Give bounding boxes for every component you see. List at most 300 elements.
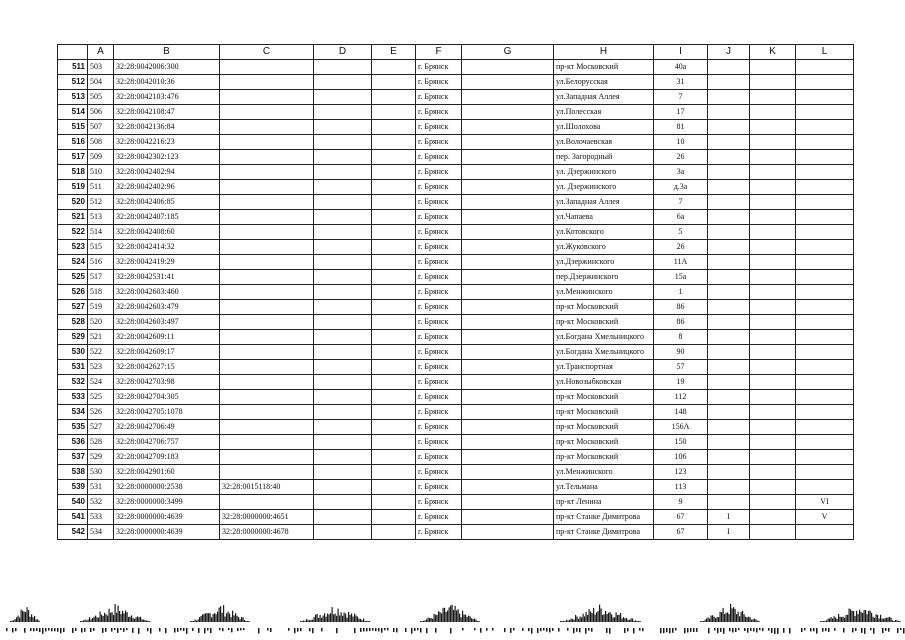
table-cell[interactable] bbox=[750, 270, 796, 285]
table-cell[interactable]: г. Брянск bbox=[416, 270, 462, 285]
table-cell[interactable] bbox=[708, 405, 750, 420]
table-cell[interactable] bbox=[462, 135, 554, 150]
row-number[interactable]: 528 bbox=[58, 315, 88, 330]
table-cell[interactable] bbox=[462, 435, 554, 450]
table-cell[interactable] bbox=[220, 360, 314, 375]
table-cell[interactable]: 32:28:0042136:84 bbox=[114, 120, 220, 135]
table-cell[interactable] bbox=[372, 390, 416, 405]
table-cell[interactable]: г. Брянск bbox=[416, 75, 462, 90]
table-cell[interactable]: г. Брянск bbox=[416, 285, 462, 300]
table-cell[interactable] bbox=[372, 300, 416, 315]
table-cell[interactable]: 5 bbox=[654, 225, 708, 240]
row-number[interactable]: 514 bbox=[58, 105, 88, 120]
table-cell[interactable] bbox=[750, 60, 796, 75]
table-cell[interactable]: 32:28:0000000:4651 bbox=[220, 510, 314, 525]
table-cell[interactable]: 86 bbox=[654, 300, 708, 315]
table-cell[interactable] bbox=[220, 330, 314, 345]
table-cell[interactable]: 527 bbox=[88, 420, 114, 435]
table-cell[interactable]: ул.Полесская bbox=[554, 105, 654, 120]
table-cell[interactable] bbox=[314, 345, 372, 360]
table-cell[interactable] bbox=[220, 435, 314, 450]
table-cell[interactable] bbox=[708, 165, 750, 180]
table-cell[interactable]: 9 bbox=[654, 495, 708, 510]
table-cell[interactable]: 67 bbox=[654, 525, 708, 540]
table-cell[interactable] bbox=[220, 270, 314, 285]
table-cell[interactable]: 32:28:0042709:183 bbox=[114, 450, 220, 465]
table-cell[interactable]: 530 bbox=[88, 465, 114, 480]
table-cell[interactable] bbox=[708, 465, 750, 480]
table-cell[interactable] bbox=[796, 195, 854, 210]
table-cell[interactable] bbox=[314, 375, 372, 390]
table-cell[interactable] bbox=[372, 495, 416, 510]
table-cell[interactable]: 106 bbox=[654, 450, 708, 465]
table-cell[interactable]: г. Брянск bbox=[416, 105, 462, 120]
table-cell[interactable] bbox=[314, 330, 372, 345]
table-cell[interactable] bbox=[314, 465, 372, 480]
row-number[interactable]: 515 bbox=[58, 120, 88, 135]
table-cell[interactable]: 520 bbox=[88, 315, 114, 330]
table-cell[interactable]: г. Брянск bbox=[416, 525, 462, 540]
table-cell[interactable]: 8 bbox=[654, 330, 708, 345]
table-cell[interactable]: 148 bbox=[654, 405, 708, 420]
table-cell[interactable] bbox=[462, 120, 554, 135]
table-cell[interactable] bbox=[750, 90, 796, 105]
table-cell[interactable]: г. Брянск bbox=[416, 210, 462, 225]
table-cell[interactable] bbox=[314, 435, 372, 450]
table-cell[interactable] bbox=[796, 435, 854, 450]
table-cell[interactable] bbox=[462, 180, 554, 195]
table-cell[interactable]: 533 bbox=[88, 510, 114, 525]
table-cell[interactable] bbox=[462, 240, 554, 255]
table-cell[interactable] bbox=[314, 255, 372, 270]
table-cell[interactable] bbox=[708, 270, 750, 285]
table-cell[interactable] bbox=[708, 60, 750, 75]
row-number[interactable]: 537 bbox=[58, 450, 88, 465]
table-cell[interactable]: пр-кт Московский bbox=[554, 420, 654, 435]
table-cell[interactable]: 508 bbox=[88, 135, 114, 150]
table-cell[interactable]: 32:28:0042603:497 bbox=[114, 315, 220, 330]
table-cell[interactable]: 113 bbox=[654, 480, 708, 495]
table-cell[interactable] bbox=[796, 300, 854, 315]
table-cell[interactable]: 31 bbox=[654, 75, 708, 90]
table-cell[interactable]: 32:28:0000000:4639 bbox=[114, 510, 220, 525]
table-cell[interactable]: 532 bbox=[88, 495, 114, 510]
table-cell[interactable] bbox=[708, 285, 750, 300]
row-number[interactable]: 519 bbox=[58, 180, 88, 195]
table-cell[interactable]: ул.Тельмана bbox=[554, 480, 654, 495]
table-cell[interactable]: 81 bbox=[654, 120, 708, 135]
table-cell[interactable] bbox=[220, 105, 314, 120]
column-header[interactable]: L bbox=[796, 45, 854, 60]
table-cell[interactable]: пер. Загородный bbox=[554, 150, 654, 165]
table-cell[interactable] bbox=[796, 375, 854, 390]
table-cell[interactable]: 509 bbox=[88, 150, 114, 165]
table-cell[interactable]: г. Брянск bbox=[416, 345, 462, 360]
table-cell[interactable]: 32:28:0042414:32 bbox=[114, 240, 220, 255]
table-cell[interactable] bbox=[708, 120, 750, 135]
table-cell[interactable]: г. Брянск bbox=[416, 435, 462, 450]
table-cell[interactable] bbox=[462, 255, 554, 270]
table-cell[interactable] bbox=[750, 135, 796, 150]
table-cell[interactable]: 517 bbox=[88, 270, 114, 285]
column-header[interactable]: B bbox=[114, 45, 220, 60]
table-cell[interactable] bbox=[314, 525, 372, 540]
table-cell[interactable] bbox=[750, 105, 796, 120]
table-cell[interactable] bbox=[314, 300, 372, 315]
table-cell[interactable] bbox=[462, 405, 554, 420]
table-cell[interactable] bbox=[750, 405, 796, 420]
table-cell[interactable]: ул.Новозыбковская bbox=[554, 375, 654, 390]
table-cell[interactable] bbox=[220, 255, 314, 270]
table-cell[interactable]: г. Брянск bbox=[416, 465, 462, 480]
row-number[interactable]: 536 bbox=[58, 435, 88, 450]
table-cell[interactable]: 26 bbox=[654, 150, 708, 165]
table-cell[interactable]: 67 bbox=[654, 510, 708, 525]
table-cell[interactable] bbox=[462, 285, 554, 300]
row-number[interactable]: 542 bbox=[58, 525, 88, 540]
table-cell[interactable]: 32:28:0042408:60 bbox=[114, 225, 220, 240]
table-cell[interactable] bbox=[220, 225, 314, 240]
table-cell[interactable] bbox=[220, 150, 314, 165]
table-cell[interactable]: пр-кт Московский bbox=[554, 300, 654, 315]
column-header[interactable] bbox=[58, 45, 88, 60]
table-cell[interactable] bbox=[220, 240, 314, 255]
table-cell[interactable] bbox=[750, 390, 796, 405]
table-cell[interactable]: 7 bbox=[654, 90, 708, 105]
table-cell[interactable]: г. Брянск bbox=[416, 510, 462, 525]
table-cell[interactable] bbox=[750, 255, 796, 270]
table-cell[interactable]: 32:28:0000000:4678 bbox=[220, 525, 314, 540]
table-cell[interactable] bbox=[462, 60, 554, 75]
table-cell[interactable] bbox=[314, 135, 372, 150]
table-cell[interactable]: 32:28:0042706:49 bbox=[114, 420, 220, 435]
row-number[interactable]: 527 bbox=[58, 300, 88, 315]
table-cell[interactable] bbox=[796, 270, 854, 285]
table-cell[interactable]: I bbox=[708, 510, 750, 525]
table-cell[interactable] bbox=[708, 495, 750, 510]
table-cell[interactable] bbox=[372, 90, 416, 105]
row-number[interactable]: 530 bbox=[58, 345, 88, 360]
table-cell[interactable] bbox=[462, 420, 554, 435]
table-cell[interactable]: г. Брянск bbox=[416, 165, 462, 180]
table-cell[interactable]: 32:28:0042627:15 bbox=[114, 360, 220, 375]
table-cell[interactable]: 32:28:0042406:85 bbox=[114, 195, 220, 210]
table-cell[interactable]: ул.Белорусская bbox=[554, 75, 654, 90]
table-cell[interactable] bbox=[708, 300, 750, 315]
table-cell[interactable] bbox=[708, 255, 750, 270]
table-cell[interactable]: 19 bbox=[654, 375, 708, 390]
table-cell[interactable]: ул.Дзержинского bbox=[554, 255, 654, 270]
table-cell[interactable]: ул.Менжинского bbox=[554, 465, 654, 480]
table-cell[interactable]: 6а bbox=[654, 210, 708, 225]
table-cell[interactable]: 505 bbox=[88, 90, 114, 105]
table-cell[interactable] bbox=[750, 330, 796, 345]
table-cell[interactable]: ул.Богдана Хмельницкого bbox=[554, 345, 654, 360]
table-cell[interactable]: 32:28:0000000:4639 bbox=[114, 525, 220, 540]
table-cell[interactable] bbox=[750, 345, 796, 360]
table-cell[interactable] bbox=[462, 165, 554, 180]
table-cell[interactable] bbox=[220, 180, 314, 195]
table-cell[interactable] bbox=[372, 240, 416, 255]
table-cell[interactable]: г. Брянск bbox=[416, 405, 462, 420]
table-cell[interactable] bbox=[372, 420, 416, 435]
table-cell[interactable]: г. Брянск bbox=[416, 120, 462, 135]
table-cell[interactable] bbox=[220, 390, 314, 405]
table-cell[interactable] bbox=[796, 450, 854, 465]
table-cell[interactable] bbox=[708, 195, 750, 210]
table-cell[interactable] bbox=[750, 120, 796, 135]
table-cell[interactable]: г. Брянск bbox=[416, 375, 462, 390]
table-cell[interactable] bbox=[462, 345, 554, 360]
table-cell[interactable]: 3а bbox=[654, 165, 708, 180]
table-cell[interactable]: 32:28:0042609:17 bbox=[114, 345, 220, 360]
table-cell[interactable]: 86 bbox=[654, 315, 708, 330]
table-cell[interactable] bbox=[750, 225, 796, 240]
table-cell[interactable]: г. Брянск bbox=[416, 450, 462, 465]
table-cell[interactable]: г. Брянск bbox=[416, 225, 462, 240]
table-cell[interactable] bbox=[372, 285, 416, 300]
row-number[interactable]: 516 bbox=[58, 135, 88, 150]
row-number[interactable]: 512 bbox=[58, 75, 88, 90]
table-cell[interactable] bbox=[462, 495, 554, 510]
table-cell[interactable] bbox=[750, 420, 796, 435]
row-number[interactable]: 513 bbox=[58, 90, 88, 105]
column-header[interactable]: E bbox=[372, 45, 416, 60]
table-cell[interactable]: 11А bbox=[654, 255, 708, 270]
table-cell[interactable] bbox=[796, 135, 854, 150]
table-cell[interactable]: V bbox=[796, 510, 854, 525]
table-cell[interactable]: ул.Волочаевская bbox=[554, 135, 654, 150]
table-cell[interactable]: 507 bbox=[88, 120, 114, 135]
table-cell[interactable] bbox=[462, 225, 554, 240]
table-cell[interactable] bbox=[796, 465, 854, 480]
table-cell[interactable] bbox=[750, 165, 796, 180]
table-cell[interactable] bbox=[708, 75, 750, 90]
table-cell[interactable]: 518 bbox=[88, 285, 114, 300]
column-header[interactable]: C bbox=[220, 45, 314, 60]
table-cell[interactable] bbox=[462, 375, 554, 390]
table-cell[interactable]: ул.Богдана Хмельницкого bbox=[554, 330, 654, 345]
table-cell[interactable]: 32:28:0042603:460 bbox=[114, 285, 220, 300]
table-cell[interactable]: пер.Дзержинского bbox=[554, 270, 654, 285]
column-header[interactable]: D bbox=[314, 45, 372, 60]
table-cell[interactable] bbox=[796, 315, 854, 330]
table-cell[interactable]: ул. Дзержинского bbox=[554, 165, 654, 180]
row-number[interactable]: 531 bbox=[58, 360, 88, 375]
table-cell[interactable] bbox=[220, 315, 314, 330]
table-cell[interactable] bbox=[372, 165, 416, 180]
table-cell[interactable] bbox=[462, 270, 554, 285]
row-number[interactable]: 525 bbox=[58, 270, 88, 285]
table-cell[interactable]: ул.Шолохова bbox=[554, 120, 654, 135]
table-cell[interactable]: VI bbox=[796, 495, 854, 510]
table-cell[interactable] bbox=[372, 510, 416, 525]
table-cell[interactable]: г. Брянск bbox=[416, 330, 462, 345]
table-cell[interactable] bbox=[220, 465, 314, 480]
table-cell[interactable] bbox=[372, 450, 416, 465]
table-cell[interactable] bbox=[796, 165, 854, 180]
table-cell[interactable]: пр-кт Московский bbox=[554, 450, 654, 465]
table-cell[interactable] bbox=[750, 525, 796, 540]
table-cell[interactable]: 32:28:0042402:94 bbox=[114, 165, 220, 180]
row-number[interactable]: 517 bbox=[58, 150, 88, 165]
table-cell[interactable]: 10 bbox=[654, 135, 708, 150]
table-cell[interactable]: пр-кт Станке Димитрова bbox=[554, 525, 654, 540]
table-cell[interactable]: 7 bbox=[654, 195, 708, 210]
table-cell[interactable]: 40а bbox=[654, 60, 708, 75]
table-cell[interactable]: 17 bbox=[654, 105, 708, 120]
table-cell[interactable]: 90 bbox=[654, 345, 708, 360]
table-cell[interactable] bbox=[372, 195, 416, 210]
table-cell[interactable]: пр-кт Московский bbox=[554, 405, 654, 420]
table-cell[interactable]: 513 bbox=[88, 210, 114, 225]
table-cell[interactable] bbox=[462, 525, 554, 540]
table-cell[interactable]: г. Брянск bbox=[416, 480, 462, 495]
table-cell[interactable]: 123 bbox=[654, 465, 708, 480]
table-cell[interactable] bbox=[796, 180, 854, 195]
table-cell[interactable] bbox=[372, 270, 416, 285]
row-number[interactable]: 526 bbox=[58, 285, 88, 300]
table-cell[interactable] bbox=[314, 390, 372, 405]
table-cell[interactable] bbox=[462, 450, 554, 465]
table-cell[interactable] bbox=[750, 360, 796, 375]
table-cell[interactable]: 512 bbox=[88, 195, 114, 210]
table-cell[interactable] bbox=[314, 195, 372, 210]
table-cell[interactable] bbox=[314, 150, 372, 165]
table-cell[interactable] bbox=[796, 480, 854, 495]
table-cell[interactable] bbox=[462, 510, 554, 525]
table-cell[interactable]: 15а bbox=[654, 270, 708, 285]
table-cell[interactable]: 503 bbox=[88, 60, 114, 75]
table-cell[interactable] bbox=[462, 90, 554, 105]
table-cell[interactable] bbox=[750, 435, 796, 450]
table-cell[interactable]: г. Брянск bbox=[416, 195, 462, 210]
table-cell[interactable]: 32:28:0042609:11 bbox=[114, 330, 220, 345]
table-cell[interactable]: 57 bbox=[654, 360, 708, 375]
table-cell[interactable]: 514 bbox=[88, 225, 114, 240]
row-number[interactable]: 535 bbox=[58, 420, 88, 435]
table-cell[interactable]: 516 bbox=[88, 255, 114, 270]
table-cell[interactable]: ул.Чапаева bbox=[554, 210, 654, 225]
table-cell[interactable]: 526 bbox=[88, 405, 114, 420]
table-cell[interactable] bbox=[708, 150, 750, 165]
table-cell[interactable]: 32:28:0042531:41 bbox=[114, 270, 220, 285]
table-cell[interactable]: I bbox=[708, 525, 750, 540]
table-cell[interactable] bbox=[708, 90, 750, 105]
row-number[interactable]: 520 bbox=[58, 195, 88, 210]
row-number[interactable]: 522 bbox=[58, 225, 88, 240]
table-cell[interactable] bbox=[314, 210, 372, 225]
table-cell[interactable] bbox=[220, 495, 314, 510]
table-cell[interactable] bbox=[750, 240, 796, 255]
table-cell[interactable] bbox=[462, 465, 554, 480]
table-cell[interactable]: 32:28:0042706:757 bbox=[114, 435, 220, 450]
table-cell[interactable]: 150 bbox=[654, 435, 708, 450]
row-number[interactable]: 518 bbox=[58, 165, 88, 180]
table-cell[interactable]: ул.Западная Аллея bbox=[554, 195, 654, 210]
table-cell[interactable]: 32:28:0000000:3499 bbox=[114, 495, 220, 510]
table-cell[interactable] bbox=[462, 315, 554, 330]
table-cell[interactable] bbox=[750, 510, 796, 525]
table-cell[interactable]: г. Брянск bbox=[416, 495, 462, 510]
table-cell[interactable] bbox=[220, 450, 314, 465]
column-header[interactable]: H bbox=[554, 45, 654, 60]
table-cell[interactable]: 32:28:0042302:123 bbox=[114, 150, 220, 165]
table-cell[interactable] bbox=[314, 60, 372, 75]
table-cell[interactable] bbox=[796, 255, 854, 270]
table-cell[interactable]: 32:28:0042103:476 bbox=[114, 90, 220, 105]
table-cell[interactable] bbox=[314, 225, 372, 240]
table-cell[interactable]: 32:28:0042603:479 bbox=[114, 300, 220, 315]
row-number[interactable]: 524 bbox=[58, 255, 88, 270]
table-cell[interactable] bbox=[314, 360, 372, 375]
row-number[interactable]: 539 bbox=[58, 480, 88, 495]
table-cell[interactable]: 511 bbox=[88, 180, 114, 195]
table-cell[interactable]: ул.Западная Аллея bbox=[554, 90, 654, 105]
table-cell[interactable]: 1 bbox=[654, 285, 708, 300]
table-cell[interactable] bbox=[462, 300, 554, 315]
table-cell[interactable] bbox=[372, 150, 416, 165]
table-cell[interactable] bbox=[796, 390, 854, 405]
table-cell[interactable] bbox=[372, 225, 416, 240]
table-cell[interactable]: 156А bbox=[654, 420, 708, 435]
table-cell[interactable] bbox=[796, 150, 854, 165]
table-cell[interactable] bbox=[796, 330, 854, 345]
table-cell[interactable] bbox=[708, 375, 750, 390]
column-header[interactable]: K bbox=[750, 45, 796, 60]
table-cell[interactable] bbox=[372, 375, 416, 390]
table-cell[interactable] bbox=[462, 330, 554, 345]
column-header[interactable]: J bbox=[708, 45, 750, 60]
table-cell[interactable] bbox=[708, 180, 750, 195]
table-cell[interactable] bbox=[796, 225, 854, 240]
table-cell[interactable]: 32:28:0042006:300 bbox=[114, 60, 220, 75]
table-cell[interactable] bbox=[314, 315, 372, 330]
table-cell[interactable] bbox=[372, 465, 416, 480]
table-cell[interactable] bbox=[708, 315, 750, 330]
table-cell[interactable]: 26 bbox=[654, 240, 708, 255]
table-cell[interactable] bbox=[708, 105, 750, 120]
table-cell[interactable]: г. Брянск bbox=[416, 300, 462, 315]
table-cell[interactable] bbox=[462, 195, 554, 210]
table-cell[interactable] bbox=[372, 105, 416, 120]
table-cell[interactable] bbox=[708, 240, 750, 255]
row-number[interactable]: 529 bbox=[58, 330, 88, 345]
table-cell[interactable] bbox=[372, 435, 416, 450]
table-cell[interactable] bbox=[220, 345, 314, 360]
table-cell[interactable] bbox=[750, 180, 796, 195]
table-cell[interactable]: 32:28:0015118:40 bbox=[220, 480, 314, 495]
table-cell[interactable]: г. Брянск bbox=[416, 135, 462, 150]
table-cell[interactable]: 112 bbox=[654, 390, 708, 405]
table-cell[interactable] bbox=[314, 495, 372, 510]
table-cell[interactable]: 32:28:0000000:2538 bbox=[114, 480, 220, 495]
table-cell[interactable]: 525 bbox=[88, 390, 114, 405]
table-cell[interactable] bbox=[372, 180, 416, 195]
table-cell[interactable] bbox=[708, 360, 750, 375]
table-cell[interactable] bbox=[220, 165, 314, 180]
row-number[interactable]: 534 bbox=[58, 405, 88, 420]
table-cell[interactable] bbox=[796, 60, 854, 75]
table-cell[interactable]: 531 bbox=[88, 480, 114, 495]
table-cell[interactable] bbox=[462, 75, 554, 90]
row-number[interactable]: 541 bbox=[58, 510, 88, 525]
table-cell[interactable] bbox=[462, 150, 554, 165]
table-cell[interactable] bbox=[372, 330, 416, 345]
table-cell[interactable] bbox=[750, 375, 796, 390]
table-cell[interactable] bbox=[314, 270, 372, 285]
table-cell[interactable] bbox=[220, 375, 314, 390]
